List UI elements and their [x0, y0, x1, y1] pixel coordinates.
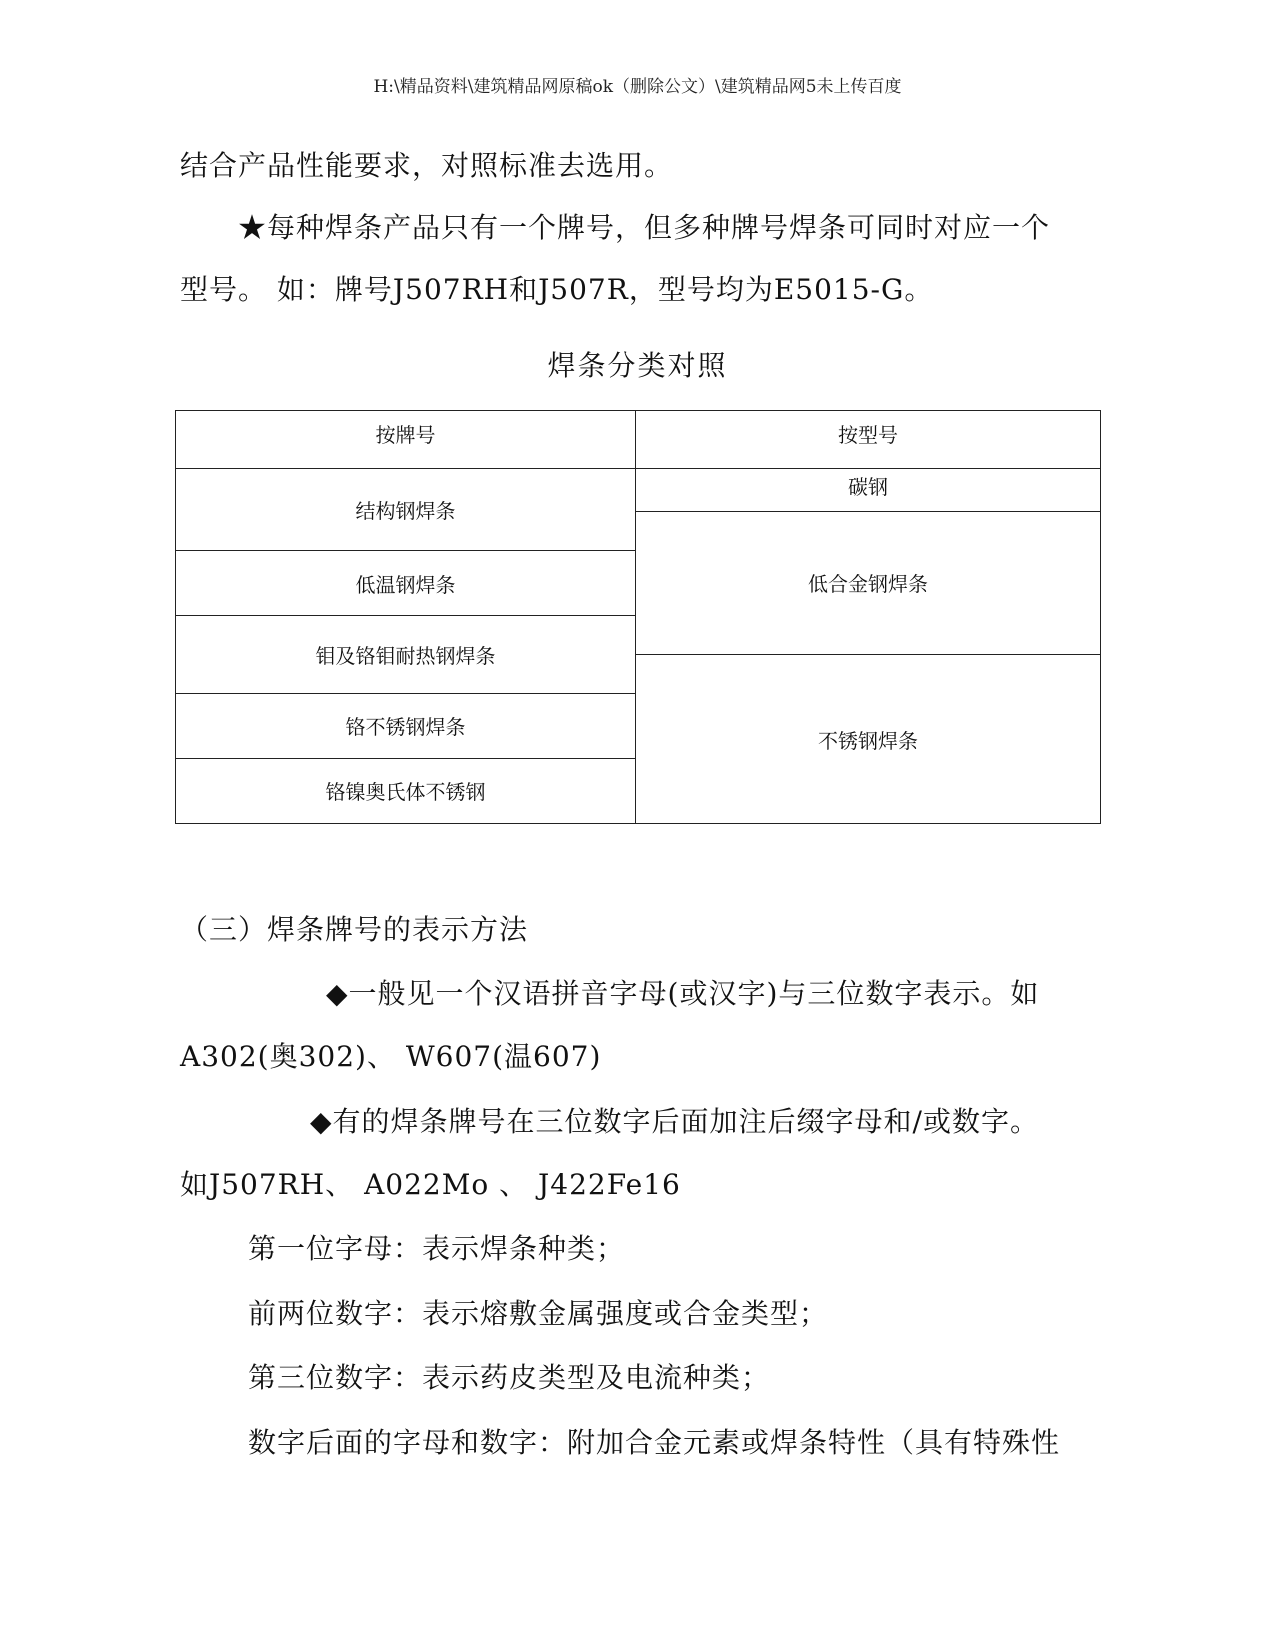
def-first-letter: 第一位字母：表示焊条种类； — [248, 1232, 626, 1265]
section-heading: （三）焊条牌号的表示方法 — [180, 913, 529, 946]
header-by-brand: 按牌号 — [176, 411, 636, 469]
header-by-type: 按型号 — [636, 411, 1101, 469]
bullet2-line1: ◆有的焊条牌号在三位数字后面加注后缀字母和/或数字。 — [310, 1105, 1039, 1138]
bullet1-line2: A302(奥302)、 W607(温607) — [180, 1040, 602, 1073]
electrode-classification-table — [175, 410, 1101, 824]
def-first-two-digits: 前两位数字：表示熔敷金属强度或合金类型； — [248, 1297, 829, 1330]
cell-mo-crmo-heat-resistant: 钼及铬钼耐热钢焊条 — [176, 616, 636, 693]
cell-cr-ni-austenitic: 铬镍奥氏体不锈钢 — [176, 758, 636, 823]
cell-carbon-steel: 碳钢 — [636, 468, 1101, 511]
paragraph-intro: 结合产品性能要求，对照标准去选用。 — [180, 149, 674, 182]
table-caption: 焊条分类对照 — [547, 349, 728, 382]
cell-stainless-steel: 不锈钢焊条 — [636, 655, 1101, 824]
bullet1-line1: ◆一般见一个汉语拼音字母(或汉字)与三位数字表示。如 — [326, 977, 1040, 1010]
def-third-digit: 第三位数字：表示药皮类型及电流种类； — [248, 1361, 771, 1394]
cell-low-temp-steel: 低温钢焊条 — [176, 551, 636, 616]
cell-low-alloy-steel: 低合金钢焊条 — [636, 511, 1101, 654]
cell-structural-steel: 结构钢焊条 — [176, 468, 636, 550]
paragraph-note-line2: 型号。 如：牌号J507RH和J507R，型号均为E5015-G。 — [180, 273, 934, 306]
bullet2-line2: 如J507RH、 A022Mo 、 J422Fe16 — [180, 1168, 681, 1201]
page-header-path: H:\精品资料\建筑精品网原稿ok（删除公文）\建筑精品网5未上传百度 — [373, 77, 902, 97]
paragraph-note-line1: ★每种焊条产品只有一个牌号，但多种牌号焊条可同时对应一个 — [238, 211, 1051, 244]
def-suffix: 数字后面的字母和数字：附加合金元素或焊条特性（具有特殊性 — [248, 1426, 1061, 1459]
cell-chromium-stainless: 铬不锈钢焊条 — [176, 693, 636, 758]
